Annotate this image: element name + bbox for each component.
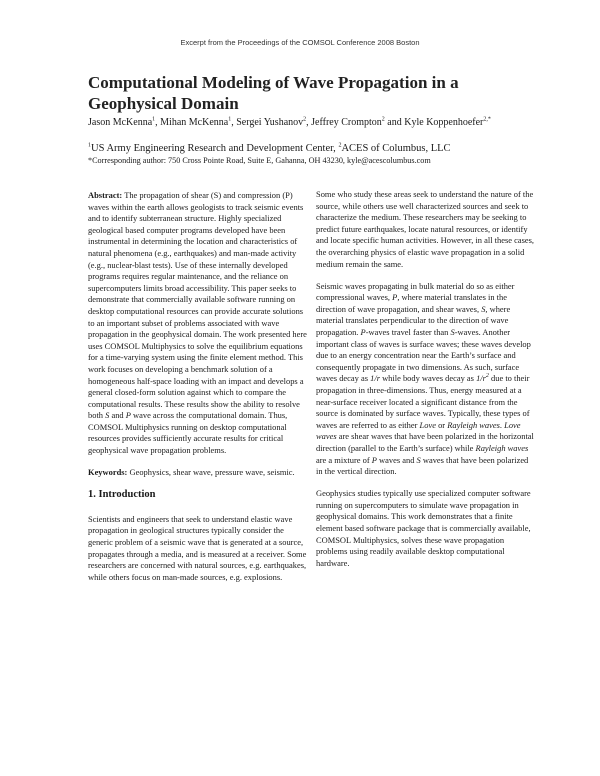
author-affil-mark: 2,*: [483, 116, 491, 123]
term: Love waves: [316, 419, 521, 442]
math-sup: 2: [485, 373, 489, 380]
var: S: [450, 327, 455, 338]
keywords-text: Geophysics, shear wave, pressure wave, seismic.: [129, 467, 295, 478]
author-affil-mark: 2: [303, 116, 307, 123]
affil-mark: 1: [88, 142, 91, 149]
author-name: Sergei Yushanov: [236, 117, 304, 128]
var: S: [105, 410, 110, 421]
paragraph: Some who study these areas seek to understand the nature of the source, while others use well characterized sources and seek to characterize the medium. These researchers may be seeking to predict future earthquakes, locate natural resources, or identify and locate specific human activities. However, in all these cases, the overarching physics of elastic wave propagation in a solid medium remain the same.: [316, 189, 535, 269]
text-run: while body waves decay as: [379, 373, 477, 384]
text-run: , where material translates in the direction of wave propagation, and shear waves,: [316, 292, 507, 314]
corresponding-author: *Corresponding author: 750 Cross Pointe Road, Suite E, Gahanna, OH 43230, kyle@acescolumbus.com: [88, 156, 431, 165]
abstract-label: Abstract:: [88, 190, 123, 200]
paragraph: [316, 281, 536, 478]
text-run: or: [435, 419, 448, 430]
term: Love: [419, 419, 436, 430]
var: S: [481, 303, 486, 314]
author-name: Kyle Koppenhoefer: [404, 117, 484, 128]
conference-header: Excerpt from the Proceedings of the COMSOL Conference 2008 Boston: [180, 38, 420, 47]
math: 1/r: [476, 373, 486, 384]
var: S: [416, 454, 421, 465]
author-name: Jason McKenna: [88, 117, 153, 128]
author-name: Jeffrey Crompton: [311, 117, 382, 128]
text-run: Seismic waves propagating in bulk material do so as either compressional waves,: [316, 280, 515, 303]
term: Rayleigh waves: [475, 442, 529, 453]
text-run: and: [109, 410, 126, 421]
paragraph: Scientists and engineers that seek to understand elastic wave propagation in geological structures typically consider the generic problem of a seismic wave that is generated at a source, propagates through a media, and is measured at a receiver. Some researchers are concerned with natural sources, e.g. earthquakes, while others focus on man-made sources, e.g. explosions.: [88, 513, 307, 582]
term: Rayleigh waves: [447, 419, 500, 430]
abstract-text: The propagation of shear (S) and compression (P) waves within the earth allows geologists to track seismic events and to identify subterranean structure. Highly specialized geological based computer programs developed have been instrumental in determining the location and characteristics of natural phenomena (e.g., earthquakes) and man-made activity (e.g., nuclear-blast tests). Use of these internally developed programs requires regular maintenance, and the reliance on supercomputers limits broad accessibility. This paper seeks to demonstrate that commercially available software running on desktop computational resources can provide accurate solutions to an important subset of problems associated with wave propagation in the geophysical domain. The work presented here uses COMSOL Multiphysics to solve the equilibrium equations for a time-varying system using the finite element method. This work focuses on developing a benchmark solution of a homogeneous half-space loading with an impact and develops a general closed-form solution against which to compare the computational results. These results show the ability to resolve both: [88, 190, 307, 421]
keywords: [88, 467, 308, 479]
affil-mark: 2: [338, 142, 342, 149]
keywords-label: Keywords:: [88, 467, 128, 478]
math: 1/r: [370, 373, 380, 384]
text-run: -waves travel faster than: [365, 327, 451, 338]
text-run: .: [499, 419, 505, 430]
right-column: [316, 189, 536, 580]
author-list: Jason McKenna$^1$, Mihan McKenna$^1$, Sergei Yushanov$^2$, Jeffrey Crompton$^2$ and Kyle Koppenhoefer$^{2,*}$: [88, 116, 491, 128]
affiliations: [88, 143, 538, 155]
abstract: [88, 190, 308, 457]
author-affil-mark: 1: [152, 116, 156, 123]
author-affil-mark: 2: [381, 116, 385, 123]
paper-title: Computational Modeling of Wave Propagation in a Geophysical Domain: [88, 73, 459, 113]
author-conjunction: and: [387, 117, 402, 128]
text-run: -waves. Another important class of waves is surface waves; these waves develop due to an energy concentration near the Earth’s surface and consequently propagate in two dimensions. As such, surface waves decay as: [316, 327, 531, 384]
text-run: , where material translates perpendicular to the direction of wave propagation.: [316, 303, 511, 338]
paragraph: Geophysics studies typically use specialized computer software running on supercomputers to simulate wave propagation in geophysical domains. This work demonstrates that a finite element based software package that is commercially available, COMSOL Multiphysics, solves these wave propagation problems using readily available desktop computational hardware.: [316, 488, 531, 568]
text-run: are a mixture of: [316, 454, 372, 465]
abstract-text: wave across the computational domain. Thus, COMSOL Multiphysics running on desktop computational resources provides sufficiently accurate results for critical geophysical wave propagation problems.: [88, 410, 288, 456]
var: P: [125, 410, 131, 421]
var: P: [371, 454, 377, 465]
var: P: [360, 327, 366, 338]
text-run: due to their propagation in three-dimensions. Thus, energy measured at a near-surface receiver located a significant distance from the source is dominated by surface waves. Typically, these types of waves are referred to as either: [316, 373, 530, 430]
text-run: waves that have been polarized in the vertical direction.: [316, 454, 529, 477]
text-run: are shear waves that have been polarized in the horizontal direction (parallel to the Earth’s surface) while: [316, 431, 534, 453]
affil-org: ACES of Columbus, LLC: [341, 143, 451, 154]
section-heading: 1. Introduction: [88, 489, 156, 501]
author-name: Mihan McKenna: [160, 117, 229, 128]
left-column: [88, 190, 308, 594]
author-affil-mark: 1: [228, 116, 232, 123]
text-run: waves and: [376, 454, 417, 465]
affil-org: US Army Engineering Research and Development Center,: [91, 143, 339, 154]
var: P: [392, 292, 398, 303]
